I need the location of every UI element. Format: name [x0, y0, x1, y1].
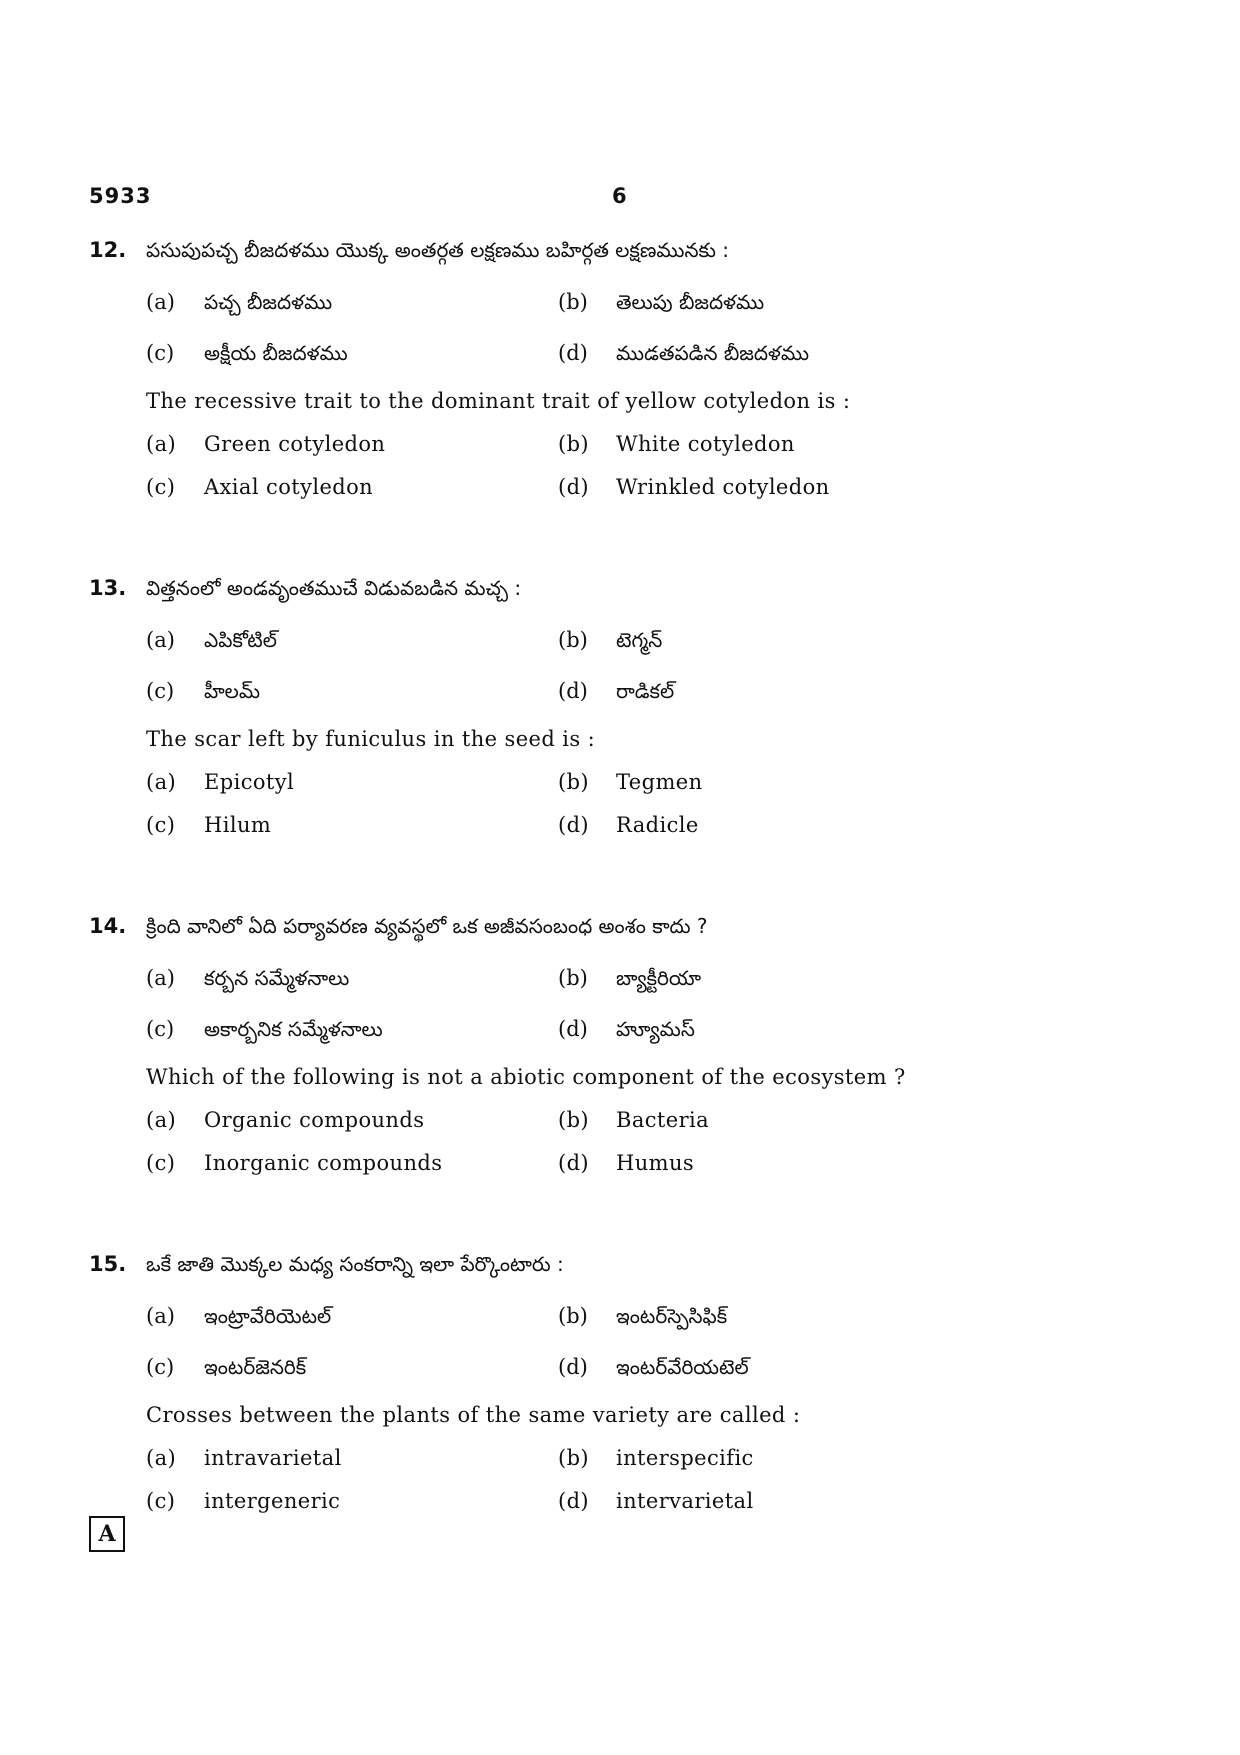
option-c-english: (c) Axial cotyledon: [146, 475, 374, 499]
option-a-telugu: (a) ఎపికోటిల్: [146, 628, 277, 652]
question-number: 12.: [89, 238, 127, 262]
option-d-telugu: (d) రాడికల్: [558, 679, 675, 703]
option-a-telugu: (a) కర్బన సమ్మేళనాలు: [146, 966, 350, 990]
series-letter: A: [98, 1521, 116, 1547]
option-b-telugu: (b) బ్యాక్టీరియా: [558, 966, 702, 990]
page-number: 6: [612, 184, 627, 208]
option-d-english: (d) Humus: [558, 1151, 695, 1175]
page-header: [89, 184, 1151, 214]
question-stem-english: Crosses between the plants of the same variety are called :: [146, 1403, 801, 1427]
option-d-english: (d) intervarietal: [558, 1489, 754, 1513]
option-b-english: (b) Bacteria: [558, 1108, 710, 1132]
option-d-telugu: (d) ఇంటర్‌వేరియటెల్: [558, 1355, 749, 1379]
option-d-english: (d) Radicle: [558, 813, 699, 837]
option-d-english: (d) Wrinkled cotyledon: [558, 475, 830, 499]
series-box: [89, 1516, 125, 1552]
option-c-english: (c) Hilum: [146, 813, 272, 837]
option-c-english: (c) intergeneric: [146, 1489, 341, 1513]
option-c-telugu: (c) హీలమ్: [146, 679, 260, 703]
question-stem-telugu: పసుపుపచ్చ బీజదళము యొక్క అంతర్గత లక్షణము బహిర్గత లక్షణమునకు :: [146, 238, 729, 262]
paper-code: 5933: [89, 184, 152, 208]
option-a-english: (a) Epicotyl: [146, 770, 295, 794]
option-c-telugu: (c) అకార్బనిక సమ్మేళనాలు: [146, 1017, 383, 1041]
option-a-telugu: (a) పచ్చ బీజదళము: [146, 290, 333, 314]
option-b-english: (b) White cotyledon: [558, 432, 795, 456]
option-b-english: (b) Tegmen: [558, 770, 703, 794]
option-b-telugu: (b) తెలుపు బీజదళము: [558, 290, 765, 314]
question-stem-english: The scar left by funiculus in the seed is :: [146, 727, 596, 751]
option-a-english: (a) Organic compounds: [146, 1108, 425, 1132]
option-d-telugu: (d) ముడతపడిన బీజదళము: [558, 341, 809, 365]
question-number: 15.: [89, 1252, 127, 1276]
question-stem-telugu: ఒకే జాతి మొక్కల మధ్య సంకరాన్ని ఇలా పేర్కొంటారు :: [146, 1252, 564, 1276]
question-stem-telugu: క్రింది వానిలో ఏది పర్యావరణ వ్యవస్థలో ఒక అజీవసంబంధ అంశం కాదు ?: [146, 914, 708, 938]
option-a-telugu: (a) ఇంట్రావేరియెటల్: [146, 1304, 332, 1328]
question-stem-telugu: విత్తనంలో అండవృంతముచే విడువబడిన మచ్చ :: [146, 576, 522, 600]
option-d-telugu: (d) హ్యూమస్: [558, 1017, 695, 1041]
option-b-english: (b) interspecific: [558, 1446, 754, 1470]
option-b-telugu: (b) టెగ్మన్: [558, 628, 663, 652]
question-number: 14.: [89, 914, 127, 938]
question-stem-english: The recessive trait to the dominant trait of yellow cotyledon is :: [146, 389, 851, 413]
option-c-telugu: (c) ఇంటర్‌జెనరిక్: [146, 1355, 307, 1379]
option-c-telugu: (c) అక్షీయ బీజదళము: [146, 341, 348, 365]
question-stem-english: Which of the following is not a abiotic component of the ecosystem ?: [146, 1065, 906, 1089]
option-a-english: (a) Green cotyledon: [146, 432, 386, 456]
question-number: 13.: [89, 576, 127, 600]
option-b-telugu: (b) ఇంటర్‌స్పెసిఫిక్: [558, 1304, 728, 1328]
option-a-english: (a) intravarietal: [146, 1446, 342, 1470]
option-c-english: (c) Inorganic compounds: [146, 1151, 443, 1175]
